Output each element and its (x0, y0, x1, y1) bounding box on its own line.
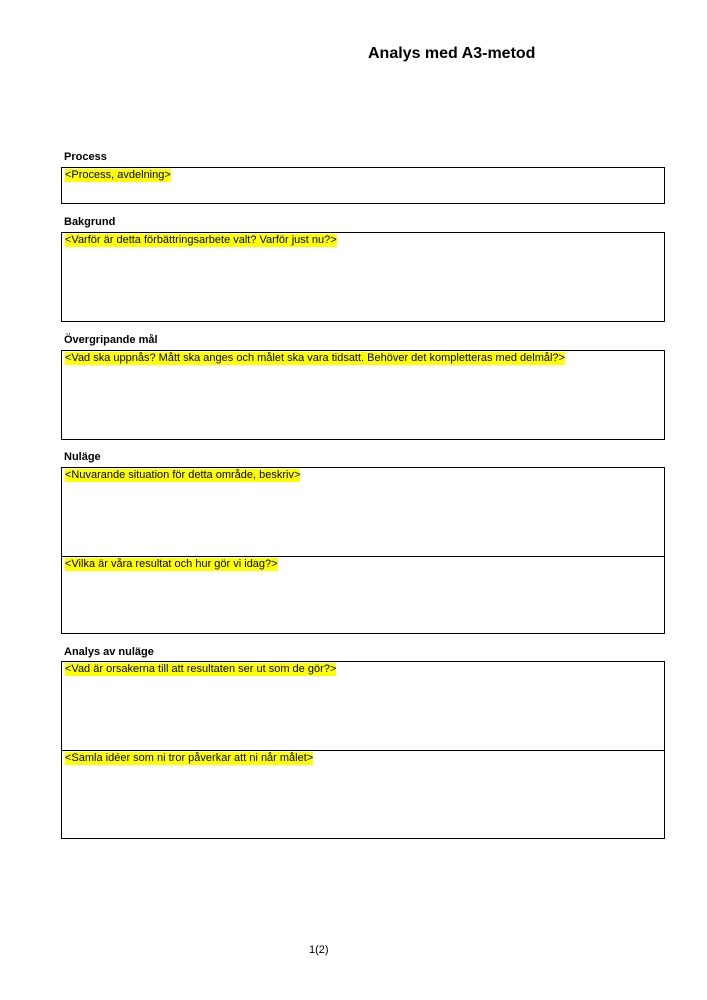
process-field[interactable] (62, 168, 664, 203)
analys-ideer-placeholder: <Samla idéer som ni tror påverkar att ni når målet> (65, 752, 314, 764)
bakgrund-field[interactable] (62, 233, 664, 321)
overgripande-mal-box (61, 350, 665, 440)
nulage-situation-placeholder: <Nuvarande situation för detta område, beskriv> (65, 469, 301, 481)
overgripande-mal-placeholder: <Vad ska uppnås? Mått ska anges och målet ska vara tidsatt. Behöver det kompletteras med delmål?> (65, 352, 565, 364)
analys-orsaker-placeholder: <Vad är orsakerna till att resultaten ser ut som de gör?> (65, 663, 337, 675)
section-heading-bakgrund: Bakgrund (64, 216, 116, 228)
analys-field-orsaker[interactable] (62, 662, 664, 751)
analys-box (61, 661, 665, 839)
nulage-field-resultat[interactable] (62, 556, 664, 633)
analys-field-ideer[interactable] (62, 750, 664, 838)
process-placeholder: <Process, avdelning> (65, 169, 171, 181)
page-number: 1(2) (309, 944, 329, 956)
overgripande-mal-field[interactable] (62, 351, 664, 439)
nulage-box (61, 467, 665, 634)
section-heading-process: Process (64, 151, 107, 163)
section-heading-analys-av-nulage: Analys av nuläge (64, 646, 154, 658)
process-box (61, 167, 665, 204)
nulage-resultat-placeholder: <Vilka är våra resultat och hur gör vi idag?> (65, 558, 278, 570)
section-heading-nulage: Nuläge (64, 451, 101, 463)
bakgrund-box (61, 232, 665, 322)
bakgrund-placeholder: <Varför är detta förbättringsarbete valt? Varför just nu?> (65, 234, 337, 246)
section-heading-overgripande-mal: Övergripande mål (64, 334, 158, 346)
nulage-field-situation[interactable] (62, 468, 664, 557)
document-title: Analys med A3-metod (368, 45, 536, 62)
